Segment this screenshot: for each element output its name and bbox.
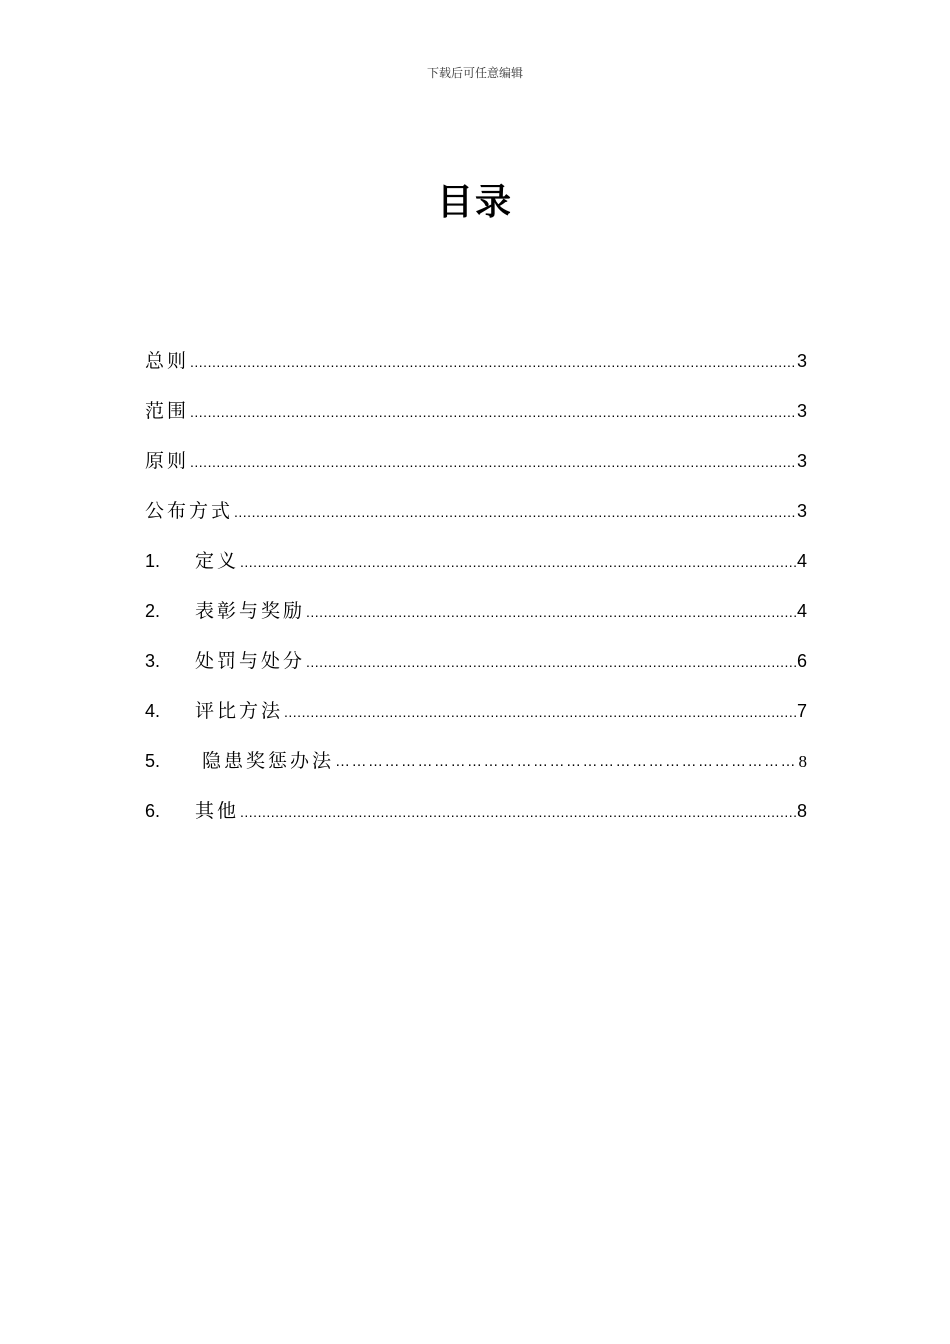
header-note: 下载后可任意编辑 bbox=[426, 66, 523, 80]
toc-entry-number: 5. bbox=[145, 751, 161, 771]
toc-page-number: 3 bbox=[796, 401, 807, 421]
toc-entry-penalties[interactable] bbox=[145, 646, 807, 696]
toc-entry-label: 表彰与奖励 bbox=[195, 600, 306, 622]
toc-entry-principles[interactable] bbox=[145, 446, 807, 496]
toc-entry-label: 其他 bbox=[195, 800, 240, 822]
toc-entry-definitions[interactable] bbox=[145, 546, 807, 596]
toc-page-number: 6 bbox=[796, 651, 807, 671]
toc-page-number: 3 bbox=[796, 451, 807, 471]
toc-dot-leader bbox=[306, 648, 796, 667]
table-of-contents bbox=[145, 346, 807, 846]
toc-entry-rewards[interactable] bbox=[145, 596, 807, 646]
toc-entry-hazard-rewards[interactable] bbox=[145, 746, 807, 796]
toc-entry-label: 总则 bbox=[145, 350, 190, 372]
toc-entry-number: 6. bbox=[145, 801, 161, 821]
toc-dot-leader bbox=[284, 698, 796, 717]
toc-dot-leader bbox=[190, 348, 796, 367]
toc-entry-number: 3. bbox=[145, 651, 161, 671]
toc-entry-label: 定义 bbox=[195, 550, 240, 572]
toc-dot-leader bbox=[306, 598, 796, 617]
toc-entry-scope[interactable] bbox=[145, 396, 807, 446]
toc-ellipsis-leader bbox=[335, 748, 797, 767]
toc-entry-publication[interactable] bbox=[145, 496, 807, 546]
toc-entry-label: 隐患奖惩办法 bbox=[202, 750, 335, 772]
toc-page-number: 8 bbox=[798, 752, 807, 771]
toc-dot-leader bbox=[190, 448, 796, 467]
toc-entry-label: 范围 bbox=[145, 400, 190, 422]
toc-dot-leader bbox=[234, 498, 796, 517]
toc-page-number: 4 bbox=[796, 601, 807, 621]
toc-dot-leader bbox=[240, 548, 796, 567]
toc-page-number: 4 bbox=[796, 551, 807, 571]
toc-entry-label: 评比方法 bbox=[195, 700, 284, 722]
toc-entry-number: 4. bbox=[145, 701, 161, 721]
toc-entry-label: 原则 bbox=[145, 450, 190, 472]
toc-entry-general[interactable] bbox=[145, 346, 807, 396]
page-title: 目录 bbox=[436, 182, 513, 223]
toc-page-number: 3 bbox=[796, 501, 807, 521]
toc-entry-evaluation[interactable] bbox=[145, 696, 807, 746]
toc-entry-other[interactable] bbox=[145, 796, 807, 846]
toc-page-number: 3 bbox=[796, 351, 807, 371]
toc-page-number: 8 bbox=[796, 801, 807, 821]
toc-entry-number: 1. bbox=[145, 551, 161, 571]
toc-entry-label: 处罚与处分 bbox=[195, 650, 306, 672]
toc-entry-label: 公布方式 bbox=[145, 500, 234, 522]
toc-page-number: 7 bbox=[796, 701, 807, 721]
toc-dot-leader bbox=[190, 398, 796, 417]
toc-dot-leader bbox=[240, 798, 796, 817]
toc-entry-number: 2. bbox=[145, 601, 161, 621]
